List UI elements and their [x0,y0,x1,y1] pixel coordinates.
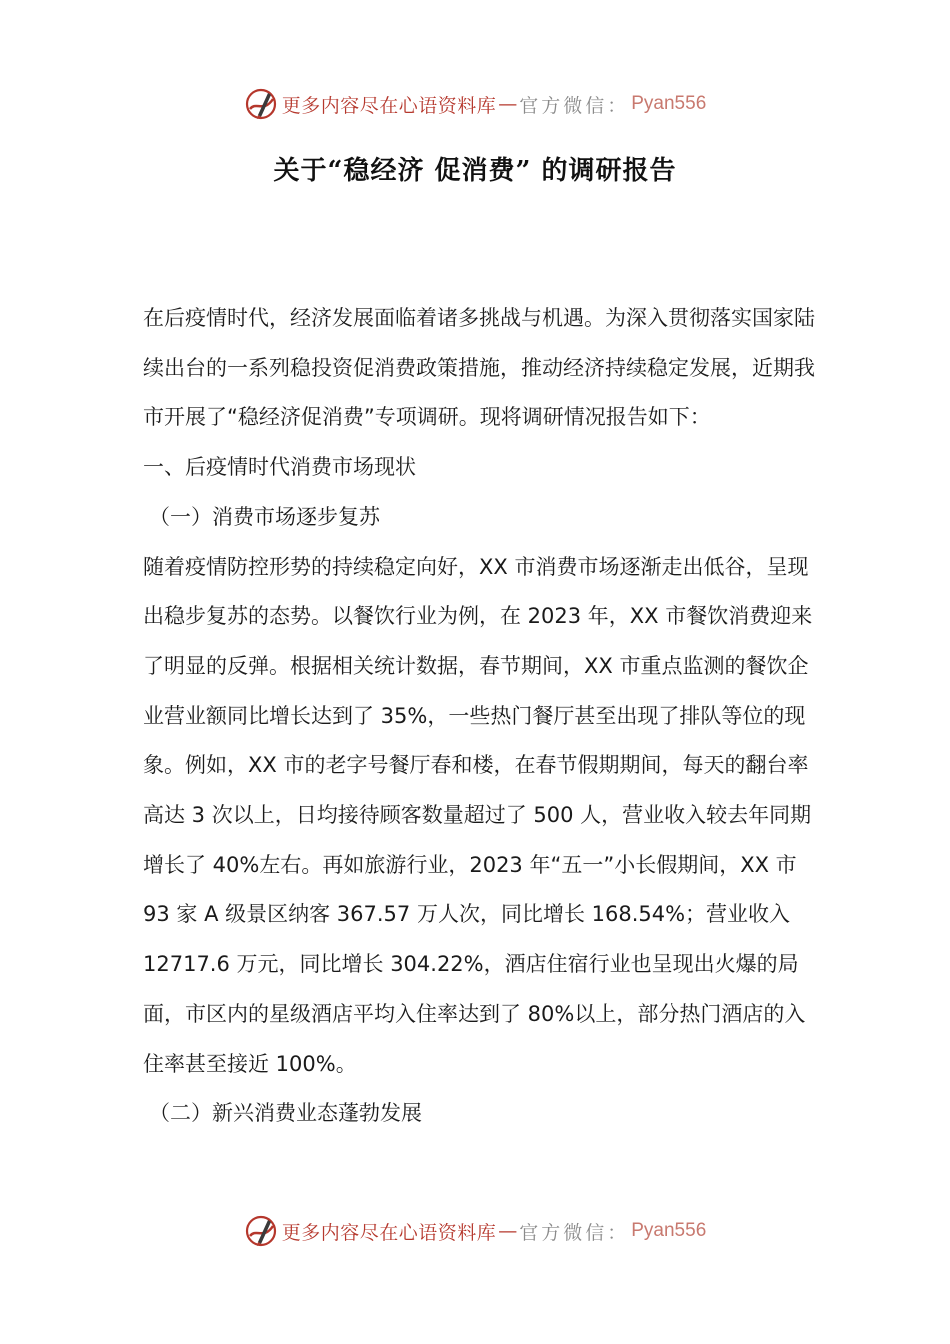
watermark-official: 官方微信： [519,94,630,117]
document-body [143,294,823,1139]
header-watermark [0,84,950,124]
watermark-dash: — [498,93,518,115]
subsection2-heading: （二）新兴消费业态蓬勃发展 [149,1101,422,1126]
document-title: 关于“稳经济 促消费” 的调研报告 [273,156,677,186]
watermark-text: 更多内容尽在心语资料库 [281,94,497,117]
subsection1-heading: （一）消费市场逐步复苏 [149,504,380,529]
watermark-id: Pyan556 [631,1220,707,1241]
watermark-dash: — [498,1220,518,1242]
footer-watermark [0,1211,950,1251]
watermark-text: 更多内容尽在心语资料库 [281,1221,497,1244]
section1-heading: 一、后疫情时代消费市场现状 [143,455,416,480]
watermark-official: 官方微信： [519,1221,630,1244]
watermark-id: Pyan556 [631,93,707,114]
pen-ribbon-logo-icon [244,87,278,121]
paragraph-1: 随着疫情防控形势的持续稳定向好，XX 市消费市场逐渐走出低谷，呈现出稳步复苏的态势。以餐饮行业为例，在 2023 年，XX 市餐饮消费迎来了明显的反弹。根据相关统计数据，春节期间，XX 市重点监测的餐饮企业营业额同比增长达到了 35%，一些热门餐厅甚至出现了排队等位的现象。例如，XX 市的老字号餐厅春和楼，在春节假期期间，每天的翻台率高达 3 次以上，日均接待顾客数量超过了 500 人，营业收入较去年同期增长了 40%左右。再如旅游行业，2023 年“五一”小长假期间，XX 市 93 家 A 级景区纳客 367.57 万人次，同比增长 168.54%；营业收入 12717.6 万元，同比增长 304.22%，酒店住宿行业也呈现出火爆的局面，市区内的星级酒店平均入住率达到了 80%以上，部分热门酒店的入住率甚至接近 100%。 [143,554,813,1076]
pen-ribbon-logo-icon [244,1214,278,1248]
intro-paragraph: 在后疫情时代，经济发展面临着诸多挑战与机遇。为深入贯彻落实国家陆续出台的一系列稳投资促消费政策措施，推动经济持续稳定发展，近期我市开展了“稳经济促消费”专项调研。现将调研情况报告如下： [143,306,815,430]
